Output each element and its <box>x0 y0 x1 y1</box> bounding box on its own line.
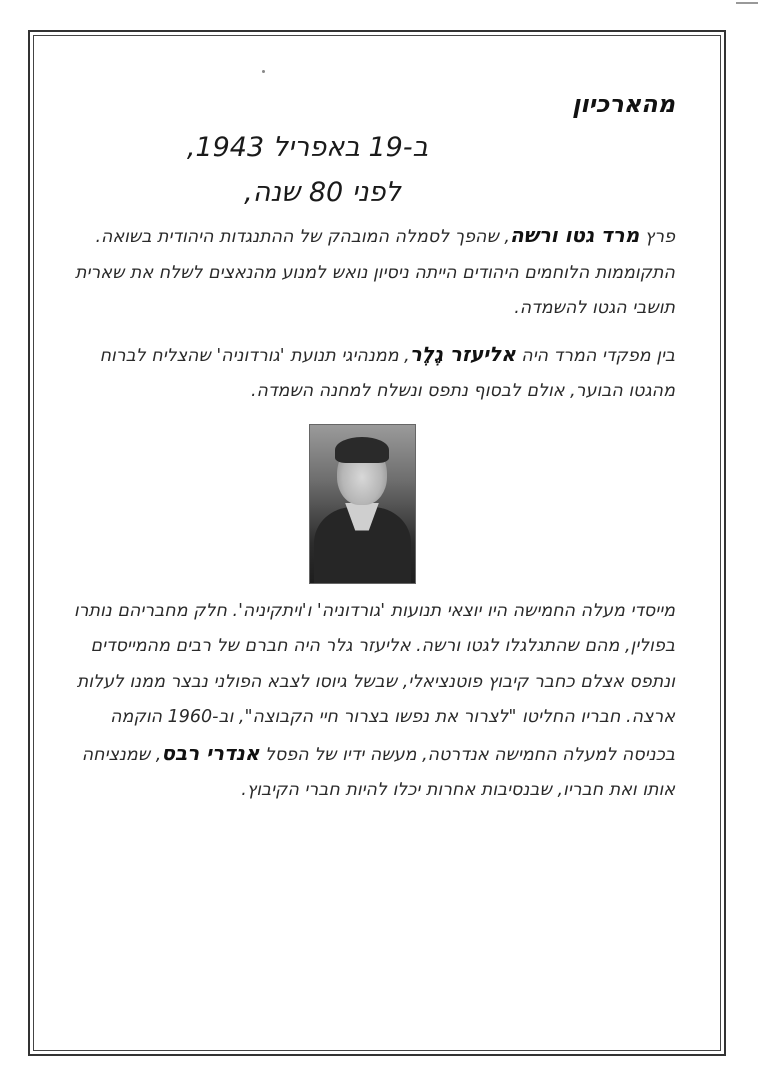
paragraph-text: פרץ <box>639 227 675 247</box>
paragraph-text: , שמנציחה אותו ואת חבריו, שבנסיבות אחרות יכלו להיות חברי הקיבוץ. <box>81 744 675 800</box>
paragraph-text: , שהפך לסמלה המובהק של ההתנגדות היהודית בשואה. התקוממות הלוחמים היהודים הייתה ניסיון נואש למנוע מהנאצים לשלח את שארית תושבי הגטו להשמדה. <box>74 227 675 318</box>
archive-heading: מהארכיון <box>572 90 675 118</box>
date-line: ב-19 באפריל 1943, <box>186 132 429 163</box>
paragraph-text: , ממנהיגי תנועת 'גורדוניה' שהצליח לברוח מהגטו הבוער, אולם לבסוף נתפס ונשלח למחנה השמדה. <box>99 345 675 401</box>
scan-mark <box>736 2 758 4</box>
paragraph-text: מייסדי מעלה החמישה היו יוצאי תנועות 'גורדוניה' ו'ויתקיניה'. חלק מחבריהם נותרו בפולין, מהם שהתגלגלו לגטו ורשה. אליעזר גלר היה חברם של רבים מהמייסדים ונתפס אצלם כחבר קיבוץ פוטנציאלי, שבשל גיוסו לצבא הפולני נבצר ממנו לעלות ארצה. חבריו החליטו "לצרור את נפשו בצרור חיי הקבוצה", וב-1960 הוקמה בכניסה למעלה החמישה אנדרטה, מעשה ידיו של הפסל <box>73 600 675 765</box>
document-content <box>60 60 675 809</box>
bold-term-uprising: מרד גטו ורשה <box>509 223 640 247</box>
bold-name-geller: אליעזר גֶלֶר <box>409 341 516 366</box>
portrait-photo <box>309 424 416 584</box>
paragraph-text: בין מפקדי המרד היה <box>515 345 675 366</box>
portrait-hair <box>335 437 389 463</box>
years-ago-line: לפני 80 שנה, <box>244 177 401 208</box>
paragraph-founders <box>60 594 675 809</box>
bold-name-sculptor: אנדרי רבס <box>161 740 260 765</box>
photo-container <box>60 424 675 584</box>
paragraph-uprising <box>60 218 675 327</box>
paragraph-geller <box>60 337 675 410</box>
